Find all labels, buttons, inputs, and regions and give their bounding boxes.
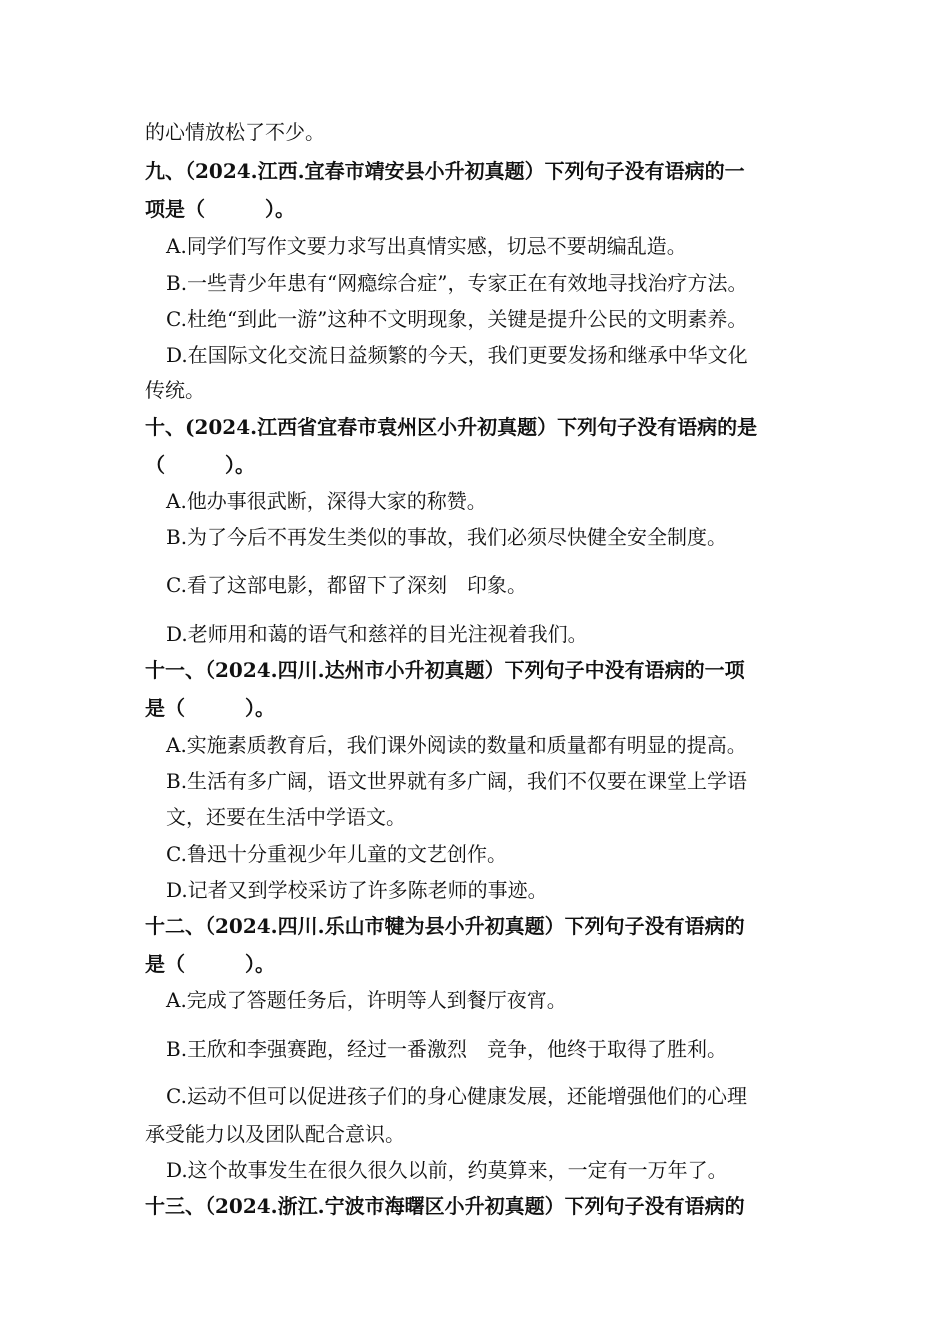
question-10-option-b: B.为了今后不再发生类似的事故，我们必须尽快健全安全制度。 bbox=[166, 525, 728, 549]
question-9-option-a: A.同学们写作文要力求写出真情实感，切忌不要胡编乱造。 bbox=[166, 234, 687, 258]
question-12-option-c: C.运动不但可以促进孩子们的身心健康发展，还能增强他们的心理 bbox=[166, 1084, 747, 1108]
question-12-option-d: D.这个故事发生在很久很久以前，约莫算来，一定有一万年了。 bbox=[166, 1158, 728, 1182]
question-12-option-c-cont: 承受能力以及团队配合意识。 bbox=[145, 1122, 405, 1146]
question-9-option-c: C.杜绝“到此一游”这种不文明现象，关键是提升公民的文明素养。 bbox=[166, 307, 748, 331]
question-9-option-d: D.在国际文化交流日益频繁的今天，我们更要发扬和继承中华文化 bbox=[166, 343, 748, 367]
question-10-title-cont: （ ）。 bbox=[145, 453, 255, 477]
question-11-title-cont: 是（ ）。 bbox=[145, 696, 275, 720]
question-11-option-a: A.实施素质教育后，我们课外阅读的数量和质量都有明显的提高。 bbox=[166, 733, 747, 757]
question-12-option-b: B.王欣和李强赛跑，经过一番激烈 竞争，他终于取得了胜利。 bbox=[166, 1037, 728, 1061]
question-9-option-d-cont: 传统。 bbox=[145, 378, 205, 402]
question-11-option-c: C.鲁迅十分重视少年儿童的文艺创作。 bbox=[166, 842, 507, 866]
question-11-option-b: B.生活有多广阔，语文世界就有多广阔，我们不仅要在课堂上学语 bbox=[166, 769, 748, 793]
question-11-option-b-cont: 文，还要在生活中学语文。 bbox=[166, 805, 406, 829]
question-12-option-a: A.完成了答题任务后，许明等人到餐厅夜宵。 bbox=[166, 988, 567, 1012]
question-10-option-c: C.看了这部电影，都留下了深刻 印象。 bbox=[166, 573, 527, 597]
lead-text-line: 的心情放松了不少。 bbox=[145, 120, 325, 144]
question-12-title-cont: 是（ ）。 bbox=[145, 952, 275, 976]
question-11-option-d: D.记者又到学校采访了许多陈老师的事迹。 bbox=[166, 878, 548, 902]
question-10-option-a: A.他办事很武断，深得大家的称赞。 bbox=[166, 489, 487, 513]
question-10-option-d: D.老师用和蔼的语气和慈祥的目光注视着我们。 bbox=[166, 622, 588, 646]
question-9-title-cont: 项是（ ）。 bbox=[145, 197, 295, 221]
question-12-title: 十二、（2024.四川.乐山市犍为县小升初真题）下列句子没有语病的 bbox=[145, 914, 745, 938]
question-9-option-b: B.一些青少年患有“网瘾综合症”，专家正在有效地寻找治疗方法。 bbox=[166, 271, 748, 295]
question-10-title: 十、(2024.江西省宜春市袁州区小升初真题）下列句子没有语病的是 bbox=[145, 415, 758, 439]
question-13-title: 十三、（2024.浙江.宁波市海曙区小升初真题）下列句子没有语病的 bbox=[145, 1194, 745, 1218]
question-9-title: 九、（2024.江西.宜春市靖安县小升初真题）下列句子没有语病的一 bbox=[145, 159, 745, 183]
question-11-title: 十一、（2024.四川.达州市小升初真题）下列句子中没有语病的一项 bbox=[145, 658, 745, 682]
